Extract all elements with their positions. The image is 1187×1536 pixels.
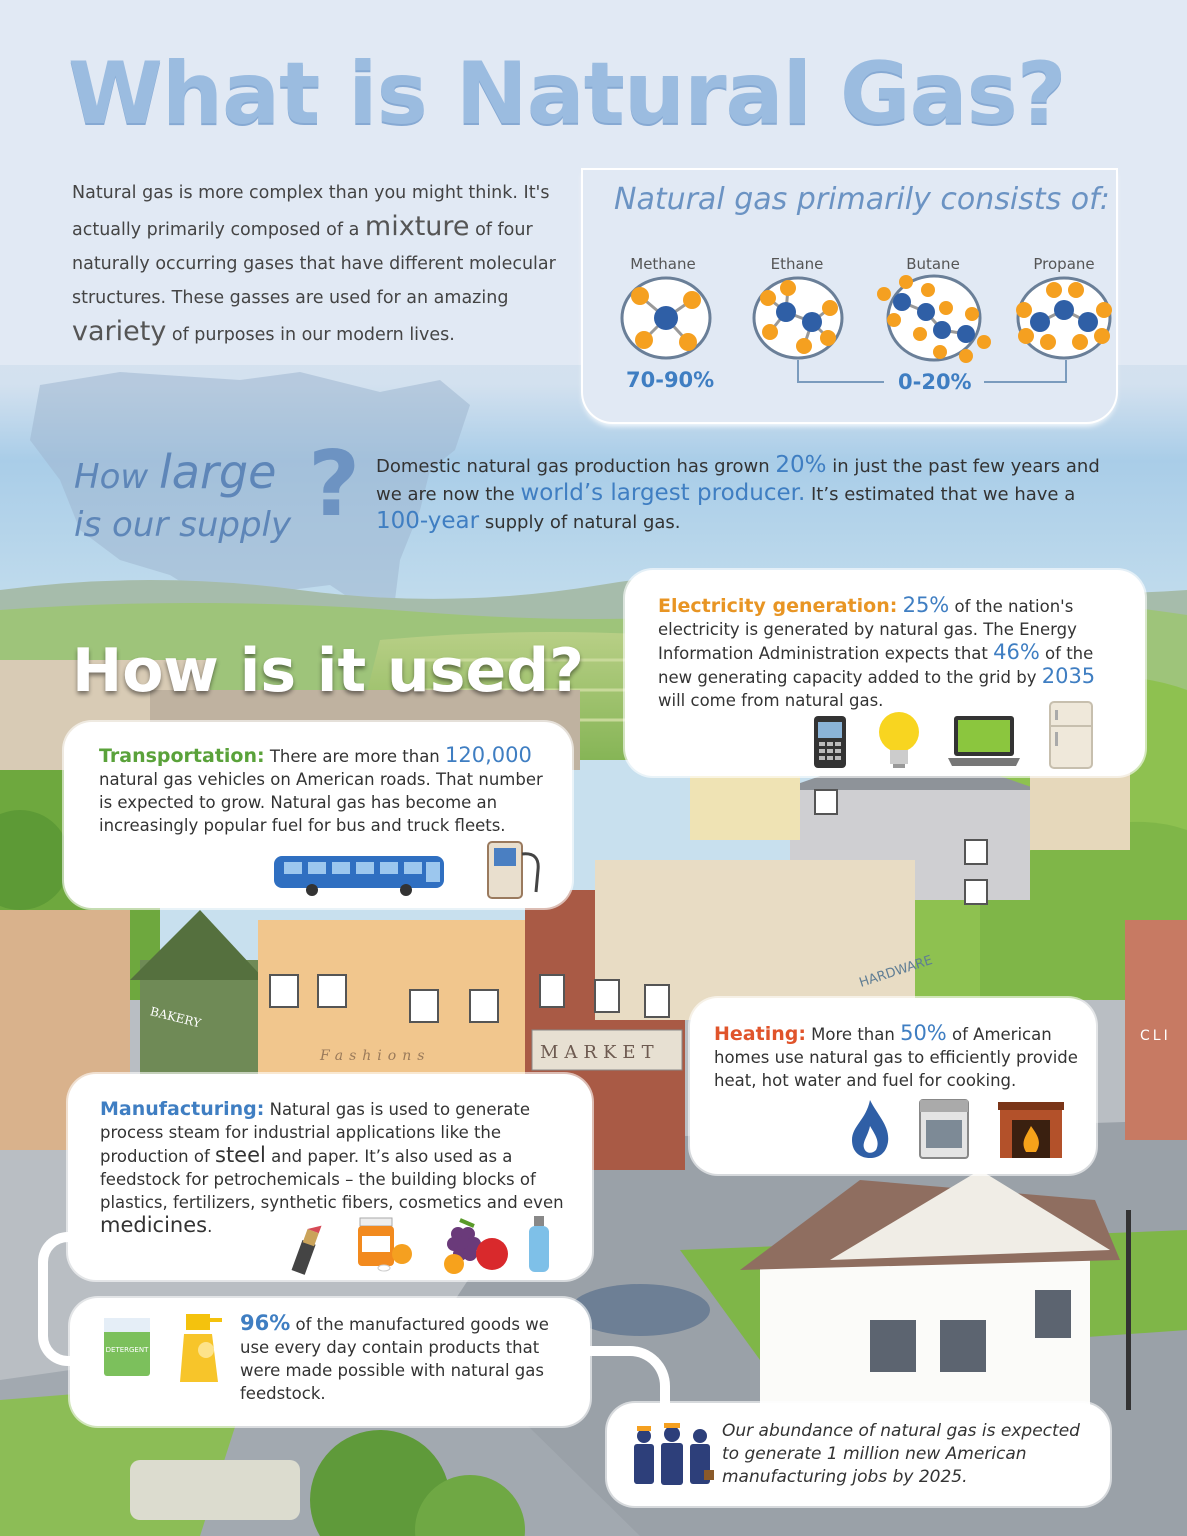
fireplace-icon: [998, 1102, 1064, 1160]
detergent-box-icon: [100, 1314, 154, 1380]
manufacturing-text-3: .: [207, 1217, 213, 1236]
electricity-share: 25%: [902, 593, 950, 617]
manufacturing-text-1: Natural gas is used to generate process steam for industrial applications like the production of: [100, 1100, 531, 1166]
supply-text-3: It’s estimated that we have a: [805, 484, 1076, 505]
manufacturing-medicines: medicines: [100, 1213, 208, 1237]
page-title: What is Natural Gas?: [68, 44, 1066, 144]
methane-molecule-icon: [618, 276, 714, 360]
heating-share: 50%: [900, 1021, 947, 1045]
question-mark: ?: [308, 432, 361, 537]
lipstick-icon: [290, 1218, 324, 1278]
bakery-sign: BAKERY: [148, 1004, 203, 1031]
heating-text: [714, 1022, 1084, 1092]
workers-icon: [628, 1420, 716, 1488]
transportation-vehicle-count: 120,000: [445, 743, 532, 767]
electricity-new-capacity: 46%: [993, 640, 1040, 664]
gas-flame-icon: [848, 1098, 892, 1160]
question-line2: is our supply: [74, 505, 292, 545]
question-how: How: [74, 457, 159, 497]
lotion-bottle-icon: [526, 1214, 552, 1274]
goods-percentage: 96%: [240, 1311, 291, 1335]
uses-heading: How is it used?: [72, 636, 584, 706]
electricity-text-1: of the nation's electricity is generated by natural gas. The Energy Information Administration expects that: [658, 597, 1077, 663]
laptop-icon: [948, 714, 1020, 768]
methane-percentage: 70-90%: [626, 368, 715, 392]
refrigerator-icon: [1046, 700, 1096, 770]
electricity-text-2: of the new generating capacity added to the grid by: [658, 644, 1094, 687]
transportation-text-2: natural gas vehicles on American roads. That number is expected to grow. Natural gas has become an increasingly popular fuel for bus and truck fleets.: [99, 770, 543, 835]
supply-text-1: Domestic natural gas production has grown: [376, 456, 776, 477]
others-percentage: 0-20%: [898, 370, 972, 394]
electricity-text-3: will come from natural gas.: [658, 691, 884, 710]
electricity-year: 2035: [1041, 664, 1096, 688]
spray-bottle-icon: [176, 1310, 224, 1386]
transportation-text: [99, 744, 549, 837]
heating-label: Heating:: [714, 1023, 806, 1045]
intro-paragraph: [72, 176, 572, 352]
cell-phone-icon: [812, 714, 848, 770]
gas-pump-icon: [484, 836, 548, 902]
manufacturing-text-2: and paper. It’s also used as a feedstock for petrochemicals – the building blocks of plastics, fertilizers, synthetic fibers, cosmetics and even: [100, 1147, 564, 1212]
heating-text-2: of American homes use natural gas to efficiently provide heat, hot water and fuel for cooking.: [714, 1025, 1078, 1090]
molecule-label-propane: Propane: [1033, 255, 1095, 273]
electricity-text: [658, 594, 1108, 712]
intro-emphasis-variety: variety: [72, 316, 167, 347]
supply-years: 100-year: [376, 508, 480, 534]
supply-text-4: supply of natural gas.: [479, 512, 681, 533]
intro-text-2: of four naturally occurring gases that have different molecular structures. These gasses are used for an amazing: [72, 220, 556, 308]
hardware-sign: HARDWARE: [857, 953, 935, 991]
transportation-text-1: There are more than: [264, 747, 446, 766]
goods-text-1: of the manufactured goods we use every day contain products that were made possible with natural gas feedstock.: [240, 1315, 549, 1403]
jobs-text: Our abundance of natural gas is expected to generate 1 million new American manufacturing jobs by 2025.: [722, 1421, 1080, 1487]
electricity-label: Electricity generation:: [658, 595, 898, 617]
bus-icon: [272, 852, 448, 896]
manufacturing-label: Manufacturing:: [100, 1098, 265, 1120]
question-large: large: [158, 445, 277, 499]
clinic-sign: CLI: [1140, 1028, 1171, 1044]
manufacturing-steel: steel: [215, 1143, 266, 1167]
intro-text-3: of purposes in our modern lives.: [166, 325, 455, 345]
molecule-label-butane: Butane: [906, 255, 960, 273]
fruit-icon: [440, 1214, 510, 1276]
intro-text-1: Natural gas is more complex than you might think. It's actually primarily composed of a: [72, 183, 550, 240]
detergent-label: DETERGENT: [105, 1346, 149, 1354]
stove-icon: [918, 1098, 970, 1160]
fashions-sign: Fashions: [320, 1048, 431, 1064]
goods-text: [240, 1312, 570, 1405]
supply-text-2: in just the past few years and we are now the: [376, 456, 1100, 505]
transportation-label: Transportation:: [99, 745, 265, 767]
molecule-label-methane: Methane: [630, 255, 696, 273]
intro-emphasis-mixture: mixture: [364, 211, 470, 242]
market-sign: MARKET: [540, 1042, 660, 1063]
supply-paragraph: [376, 452, 1106, 536]
composition-heading: Natural gas primarily consists of:: [614, 182, 1110, 217]
butane-molecule-icon: [876, 272, 992, 364]
supply-largest-producer: world’s largest producer.: [520, 480, 806, 506]
supply-question: [74, 445, 292, 549]
light-bulb-icon: [876, 710, 922, 770]
heating-text-1: More than: [805, 1025, 901, 1044]
ethane-molecule-icon: [750, 276, 846, 360]
supply-growth: 20%: [775, 452, 827, 478]
propane-molecule-icon: [1014, 276, 1114, 360]
molecule-label-ethane: Ethane: [770, 255, 824, 273]
medicine-pills-icon: [354, 1214, 418, 1272]
